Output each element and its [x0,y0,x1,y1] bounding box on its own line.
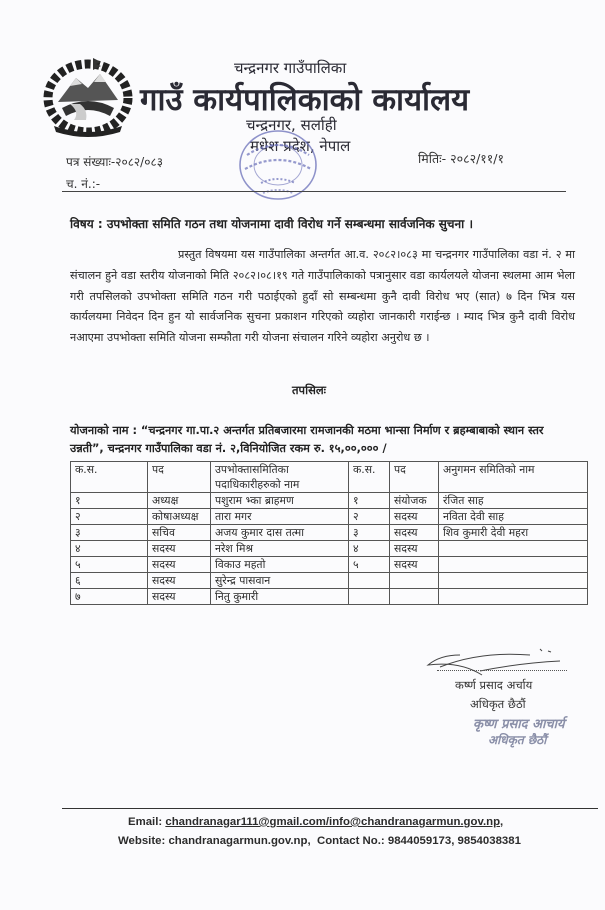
cell-monitor-member: रंजित साह [439,493,588,509]
cell-user-committee-member: सुरेन्द्र पासवान [211,573,349,589]
cell-serial: ७ [71,589,148,605]
cell-monitor-post: सदस्य [390,509,439,525]
address-line-1: चन्द्रनगर, सर्लाही [246,116,337,134]
table-row [71,541,588,557]
cell-user-committee-member: विकाउ महतो [211,557,349,573]
contact-label: Contact No.: [316,835,385,847]
notice-body: प्रस्तुत विषयमा यस गाउँपालिका अन्तर्गत आ.व. २०८२।०८३ मा चन्द्रनगर गाउँपालिका वडा नं. २ मा संचालन हुने वडा स्तरीय योजनाको मिति २०८२।०८।१९ गते गाउँपालिकाको पत्रानुसार वडा कार्यलयले योजना स्थलमा आम भेला गरी तपसिलको उपभोक्ता समिति गठन गरी पठाईएको हुदाँ सो सम्बन्धमा कुनै दावी विरोध भए (सात) ७ दिन भित्र यस कार्यलयमा निवेदन दिन हुन यो सार्वजनिक सुचना प्रकाशन गरिएको व्यहोरा जानकारी गराईन्छ । म्याद भित्र कुनै दावी विरोध नआएमा उपभोक्ता समिति योजना सम्फौता गरी योजना संचालन गरिने व्यहोरा अनुरोध छ । [70,248,575,345]
scheme-name: योजनाको नाम : “चन्द्रनगर गा.पा.२ अन्तर्गत प्रतिबजारमा रामजानकी मठमा भान्सा निर्माण र ब्रहम्बाबाको स्थान स्तर उन्नती”, चन्द्रनगर गाउँपालिका वडा नं. २,विनियोजित रकम रु. १५,००,००० / [70,424,544,455]
cell-post: सदस्य [148,573,211,589]
header-monitoring-committee-name: अनुगमन समितिको नाम [439,462,588,493]
cell-serial: ४ [71,541,148,557]
cell-monitor-serial: ५ [349,557,390,573]
cell-monitor-post: सदस्य [390,557,439,573]
address-line-2: मधेश प्रदेश, नेपाल [250,137,351,155]
cell-monitor-serial: १ [349,493,390,509]
website-label: Website: [118,835,166,847]
cell-monitor-member [439,557,588,573]
cell-user-committee-member: नितु कुमारी [211,589,349,605]
signature-line [437,670,567,671]
header-post-2: पद [390,462,439,493]
cell-post: सचिव [148,525,211,541]
cell-monitor-post: सदस्य [390,525,439,541]
cell-monitor-serial [349,589,390,605]
cell-monitor-serial: ३ [349,525,390,541]
cell-monitor-post [390,573,439,589]
cell-monitor-post: संयोजक [390,493,439,509]
cell-serial: २ [71,509,148,525]
header-divider [62,191,566,192]
org-title: गाउँ कार्यपालिकाको कार्यालय [140,82,470,118]
cell-monitor-serial: २ [349,509,390,525]
nepal-emblem-icon [40,54,136,138]
cell-user-committee-member: तारा मगर [211,509,349,525]
reference-number: पत्र संख्याः-२०८२/०८३ [66,155,163,169]
contact-value: 9844059173, 9854038381 [387,835,521,847]
email-link[interactable]: chandranagar111@gmail.com/info@chandranagarmun.gov.np [165,816,501,828]
cell-serial: ५ [71,557,148,573]
cell-post: अध्यक्ष [148,493,211,509]
letter-date: मितिः- २०८२/११/१ [418,151,505,166]
cell-serial: ३ [71,525,148,541]
org-subtitle: चन्द्रनगर गाउँपालिका [234,59,347,77]
committee-table [70,461,588,605]
email-label: Email: [128,816,163,828]
header-user-committee-name: उपभोक्तासमितिका पदाधिकारीहरुको नाम [211,462,349,493]
footer-email: Email: chandranagar111@gmail.com/info@chandranagarmun.gov.np, [128,816,504,828]
cell-post: कोषाअध्यक्ष [148,509,211,525]
cell-monitor-member: नविता देवी साह [439,509,588,525]
cell-user-committee-member: नरेश मिश्र [211,541,349,557]
name-seal: कृष्ण प्रसाद आचार्य [473,717,565,732]
cell-monitor-serial: ४ [349,541,390,557]
cell-user-committee-member: अजय कुमार दास तत्मा [211,525,349,541]
cell-monitor-member [439,541,588,557]
cell-monitor-post: सदस्य [390,541,439,557]
dispatch-number: च. नं.:- [66,177,101,191]
post-seal: अधिकृत छैठौं [488,733,547,747]
cell-monitor-serial [349,573,390,589]
signatory-post: अधिकृत छैठौं [470,697,526,711]
table-row [71,509,588,525]
table-row [71,493,588,509]
table-row [71,557,588,573]
office-seal-stamp-icon [233,125,323,205]
website-value: chandranagarmun.gov.np, [168,835,311,847]
signature-scribble-icon [420,643,570,683]
cell-monitor-member: शिव कुमारी देवी महरा [439,525,588,541]
cell-serial: १ [71,493,148,509]
cell-post: सदस्य [148,589,211,605]
details-heading: तपसिलः [292,383,326,397]
cell-post: सदस्य [148,541,211,557]
table-row [71,589,588,605]
subject-line: विषय : उपभोक्ता समिति गठन तथा योजनामा दावी विरोध गर्ने सम्बन्धमा सार्वजनिक सुचना । [70,217,474,231]
header-serial-2: क.स. [349,462,390,493]
cell-post: सदस्य [148,557,211,573]
cell-user-committee-member: पशुराम भ्का ब्राहमण [211,493,349,509]
table-header-row [71,462,588,493]
signatory-name: कर्ष्ण प्रसाद अर्चाय [455,678,533,692]
footer-divider [62,808,598,809]
table-row [71,573,588,589]
table-row [71,525,588,541]
footer-contact [118,835,521,847]
header-serial: क.स. [71,462,148,493]
header-post: पद [148,462,211,493]
cell-monitor-member [439,573,588,589]
cell-monitor-post [390,589,439,605]
cell-serial: ६ [71,573,148,589]
cell-monitor-member [439,589,588,605]
